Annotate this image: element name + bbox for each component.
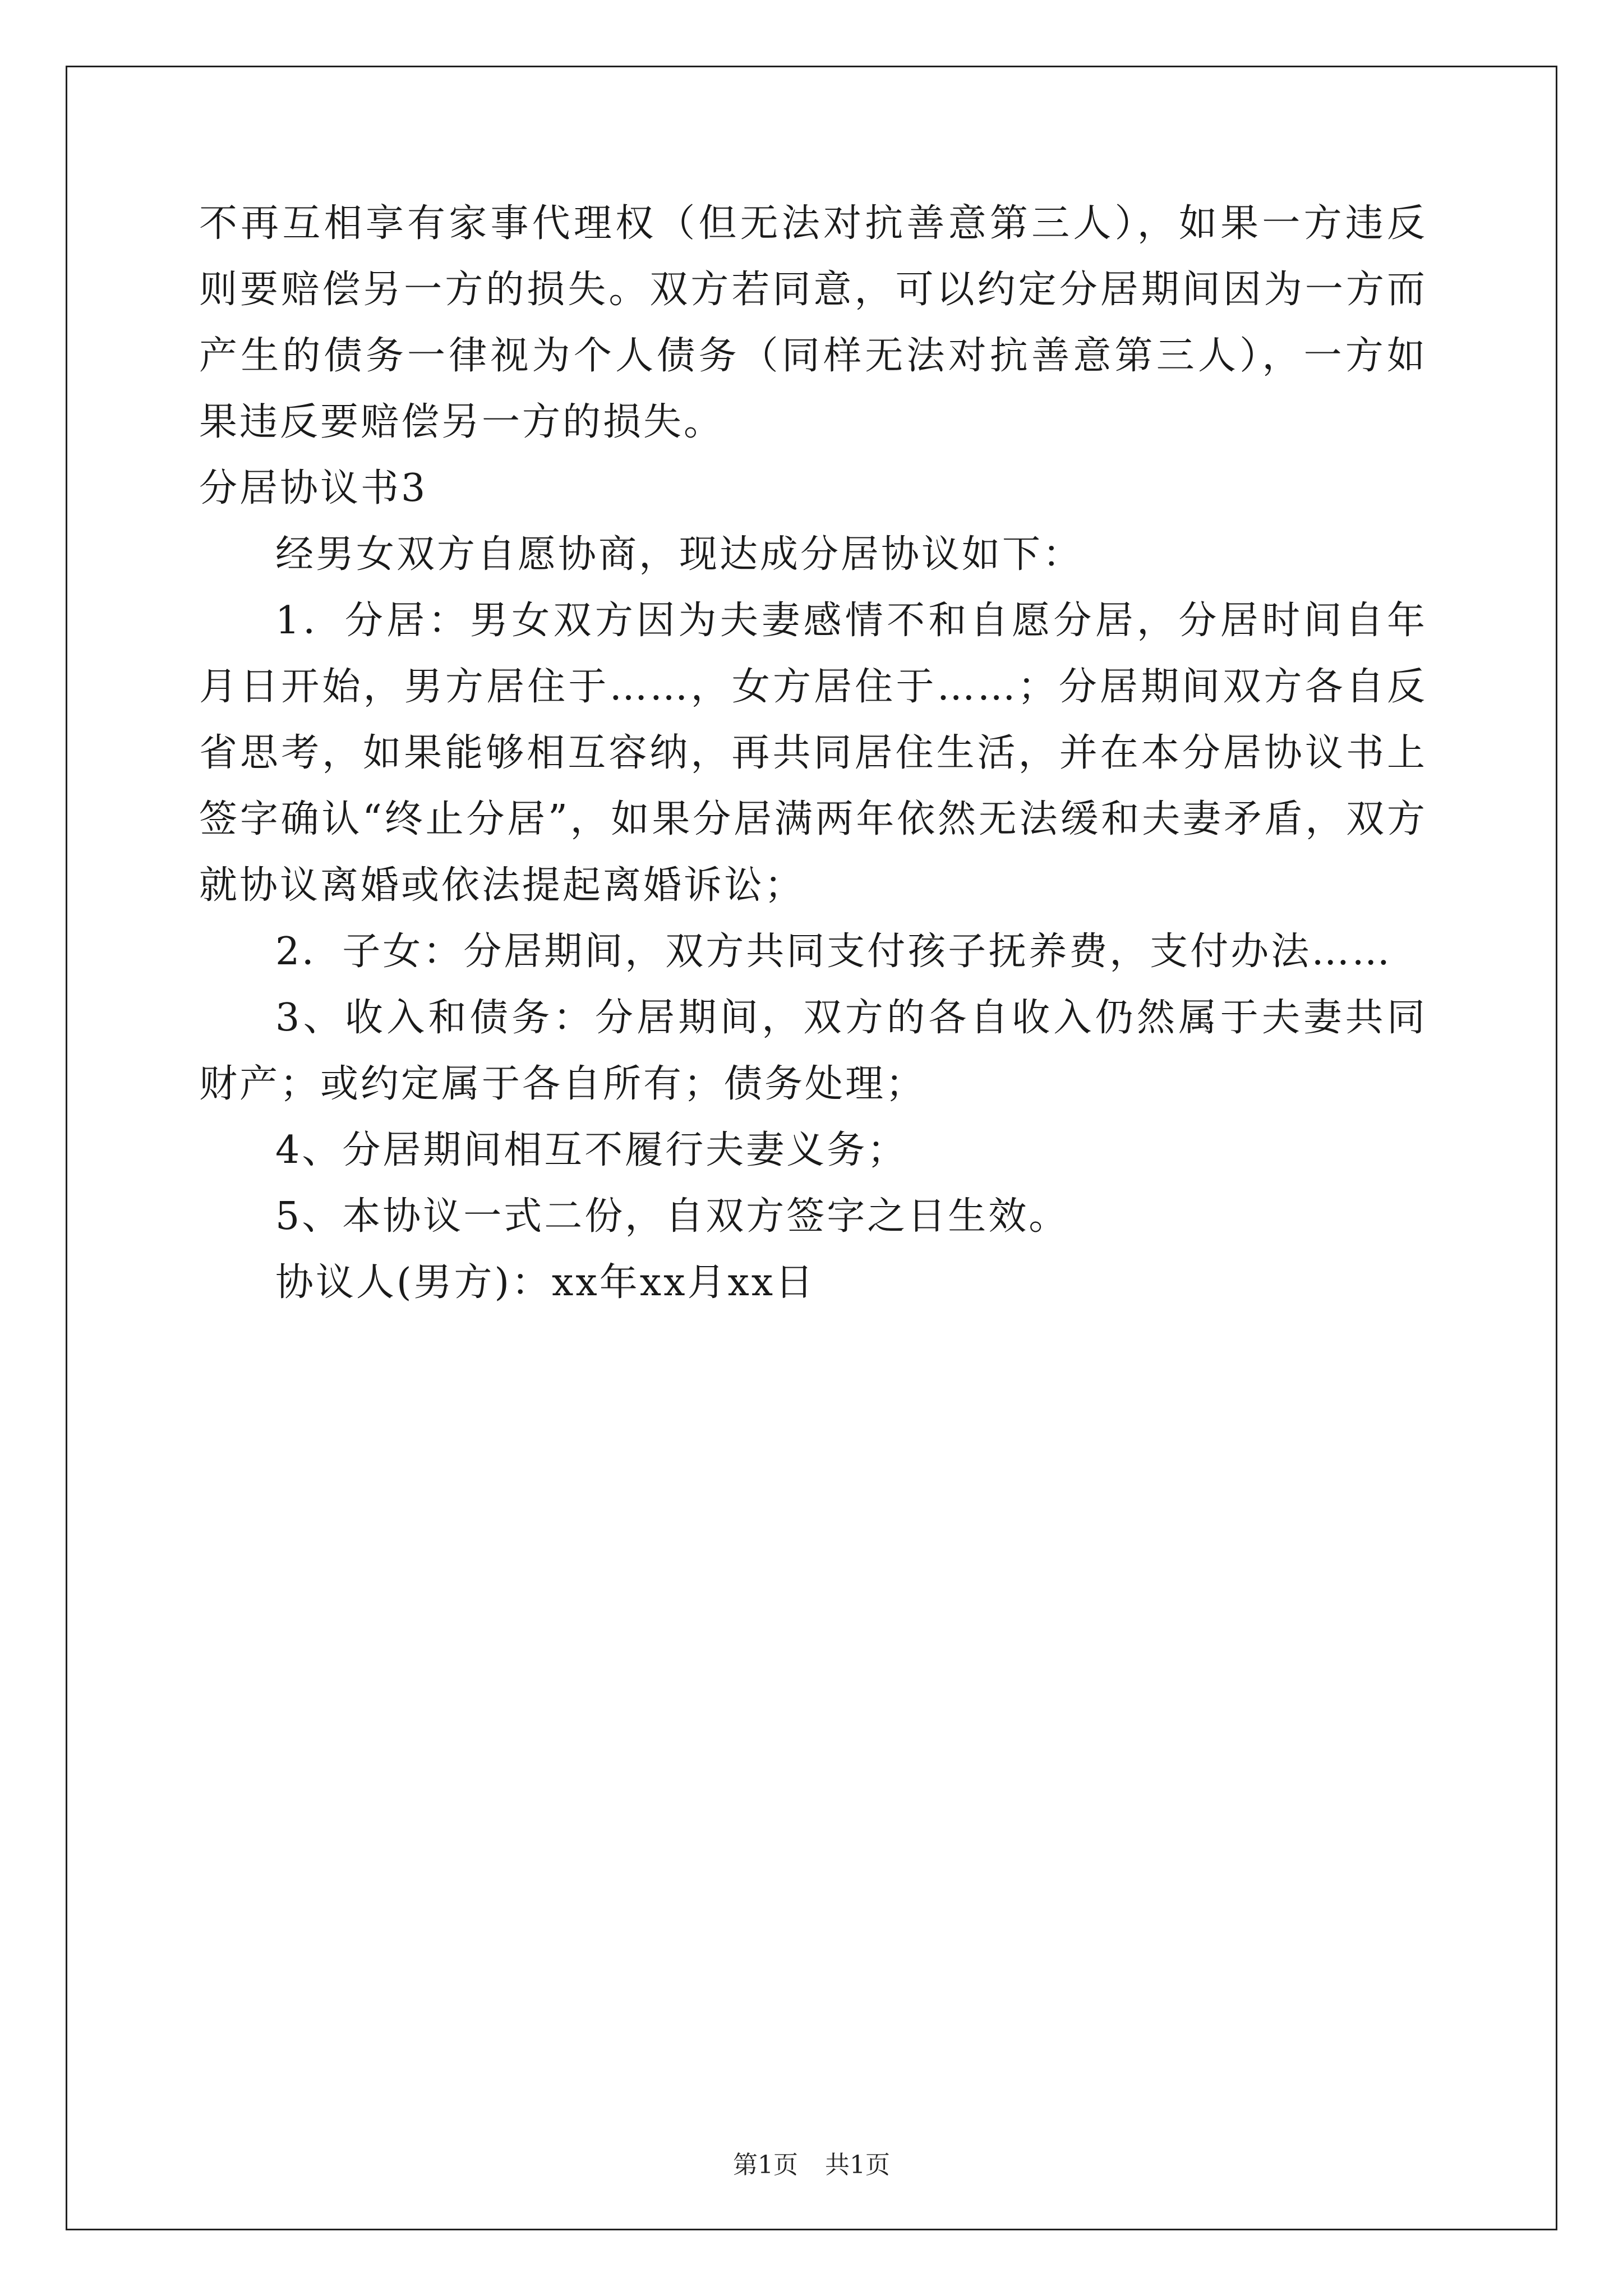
signature-line: 协议人(男方)：xx年xx月xx日: [275, 1260, 816, 1305]
section-heading: 分居协议书3: [199, 466, 428, 510]
clause-separation: 1．分居：男女双方因为夫妻感情不和自愿分居，分居时间自年月日开始，男方居住于……，女方居住于……；分居期间双方各自反省思考，如果能够相互容纳，再共同居住生活，并在本分居协议书上签字确认“终止分居”，如果分居满两年依然无法缓和夫妻矛盾，双方就协议离婚或依法提起离婚诉讼；: [199, 599, 1427, 908]
paragraph: 不再互相享有家事代理权（但无法对抗善意第三人），如果一方违反则要赔偿另一方的损失。双方若同意，可以约定分居期间因为一方而产生的债务一律视为个人债务（同样无法对抗善意第三人），一方如果违反要赔偿另一方的损失。: [199, 201, 1427, 444]
clause-children: 2．子女：分居期间，双方共同支付孩子抚养费，支付办法……: [275, 930, 1393, 974]
document-body: [199, 191, 1427, 1316]
paragraph: 经男女双方自愿协商，现达成分居协议如下：: [275, 532, 1083, 577]
clause-effective: 5、本协议一式二份，自双方签字之日生效。: [275, 1194, 1069, 1239]
clause-obligations: 4、分居期间相互不履行夫妻义务；: [275, 1128, 908, 1172]
page-number: 第1页: [733, 2151, 798, 2179]
page-footer: [0, 2148, 1623, 2182]
page-total: 共1页: [825, 2151, 890, 2179]
clause-income-debt: 3、收入和债务：分居期间，双方的各自收入仍然属于夫妻共同财产；或约定属于各自所有；债务处理；: [199, 996, 1427, 1106]
